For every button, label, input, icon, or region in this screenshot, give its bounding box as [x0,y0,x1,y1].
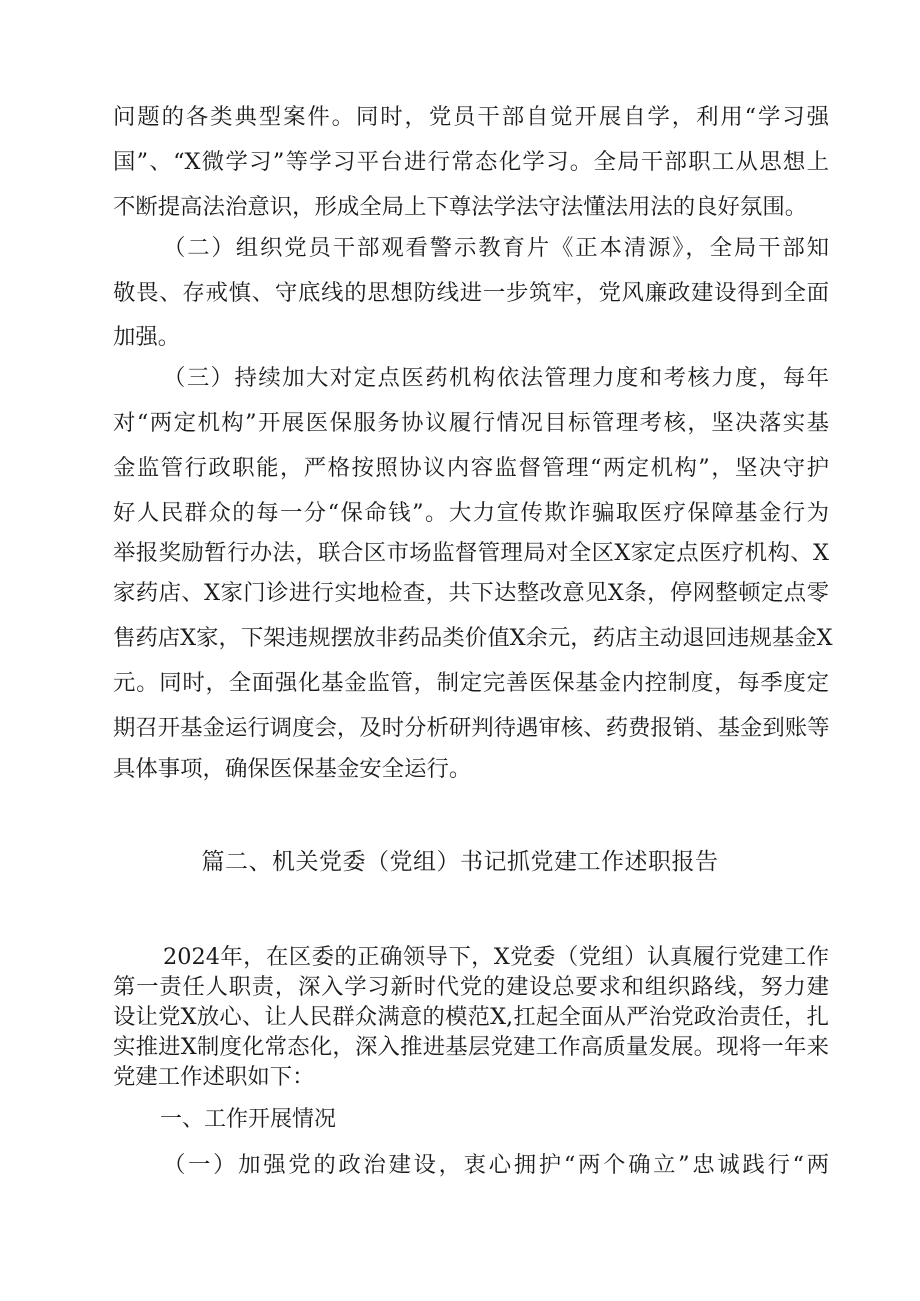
intro-line: 设让党X放心、让人民群众满意的模范X,扛起全面从严治党政治责任，扎 [113,1004,829,1030]
body-line: 元。同时，全面强化基金监管，制定完善医保基金内控制度，每季度定 [113,670,829,696]
section-heading: 一、工作开展情况 [160,1107,337,1132]
body-line: 举报奖励暂行办法，联合区市场监督管理局对全区X家定点医疗机构、X [113,540,829,566]
intro-line: 第一责任人职责，深入学习新时代党的建设总要求和组织路线，努力建 [113,974,829,1000]
body-line: （二）组织党员干部观看警示教育片《正本清源》，全局干部知 [163,235,829,261]
body-line: 家药店、X家门诊进行实地检查，共下达整改意见X条，停网整顿定点零 [113,580,829,606]
body-line: 国”、“X微学习”等学习平台进行常态化学习。全局干部职工从思想上 [113,149,829,175]
body-line: 对“两定机构”开展医保服务协议履行情况目标管理考核，坚决落实基 [113,410,829,436]
body-line: 敬畏、存戒慎、守底线的思想防线进一步筑牢，党风廉政建设得到全面 [113,280,829,306]
intro-line: 2024年，在区委的正确领导下，X党委（党组）认真履行党建工作 [163,944,829,970]
body-line: 期召开基金运行调度会，及时分析研判待遇审核、药费报销、基金到账等 [113,715,830,741]
body-line: 不断提高法治意识，形成全局上下尊法学法守法懂法用法的良好氛围。 [113,194,808,220]
body-line: （一）加强党的政治建设，衷心拥护“两个确立”忠诚践行“两 [163,1152,829,1178]
body-line: 加强。 [113,324,181,350]
article-title: 篇二、机关党委（党组）书记抓党建工作述职报告 [201,849,719,875]
body-line: （三）持续加大对定点医药机构依法管理力度和考核力度，每年 [163,365,829,391]
body-line: 金监管行政职能，严格按照协议内容监督管理“两定机构”，坚决守护 [113,455,829,481]
body-line: 问题的各类典型案件。同时，党员干部自觉开展自学，利用“学习强 [113,104,829,130]
intro-line: 实推进X制度化常态化，深入推进基层党建工作高质量发展。现将一年来 [113,1034,829,1060]
intro-line: 党建工作述职如下： [113,1064,315,1090]
body-line: 售药店X家，下架违规摆放非药品类价值X余元，药店主动退回违规基金X [113,625,833,651]
body-line: 好人民群众的每一分“保命钱”。大力宣传欺诈骗取医疗保障基金行为 [113,500,829,526]
body-line: 具体事项，确保医保基金安全运行。 [113,756,472,782]
